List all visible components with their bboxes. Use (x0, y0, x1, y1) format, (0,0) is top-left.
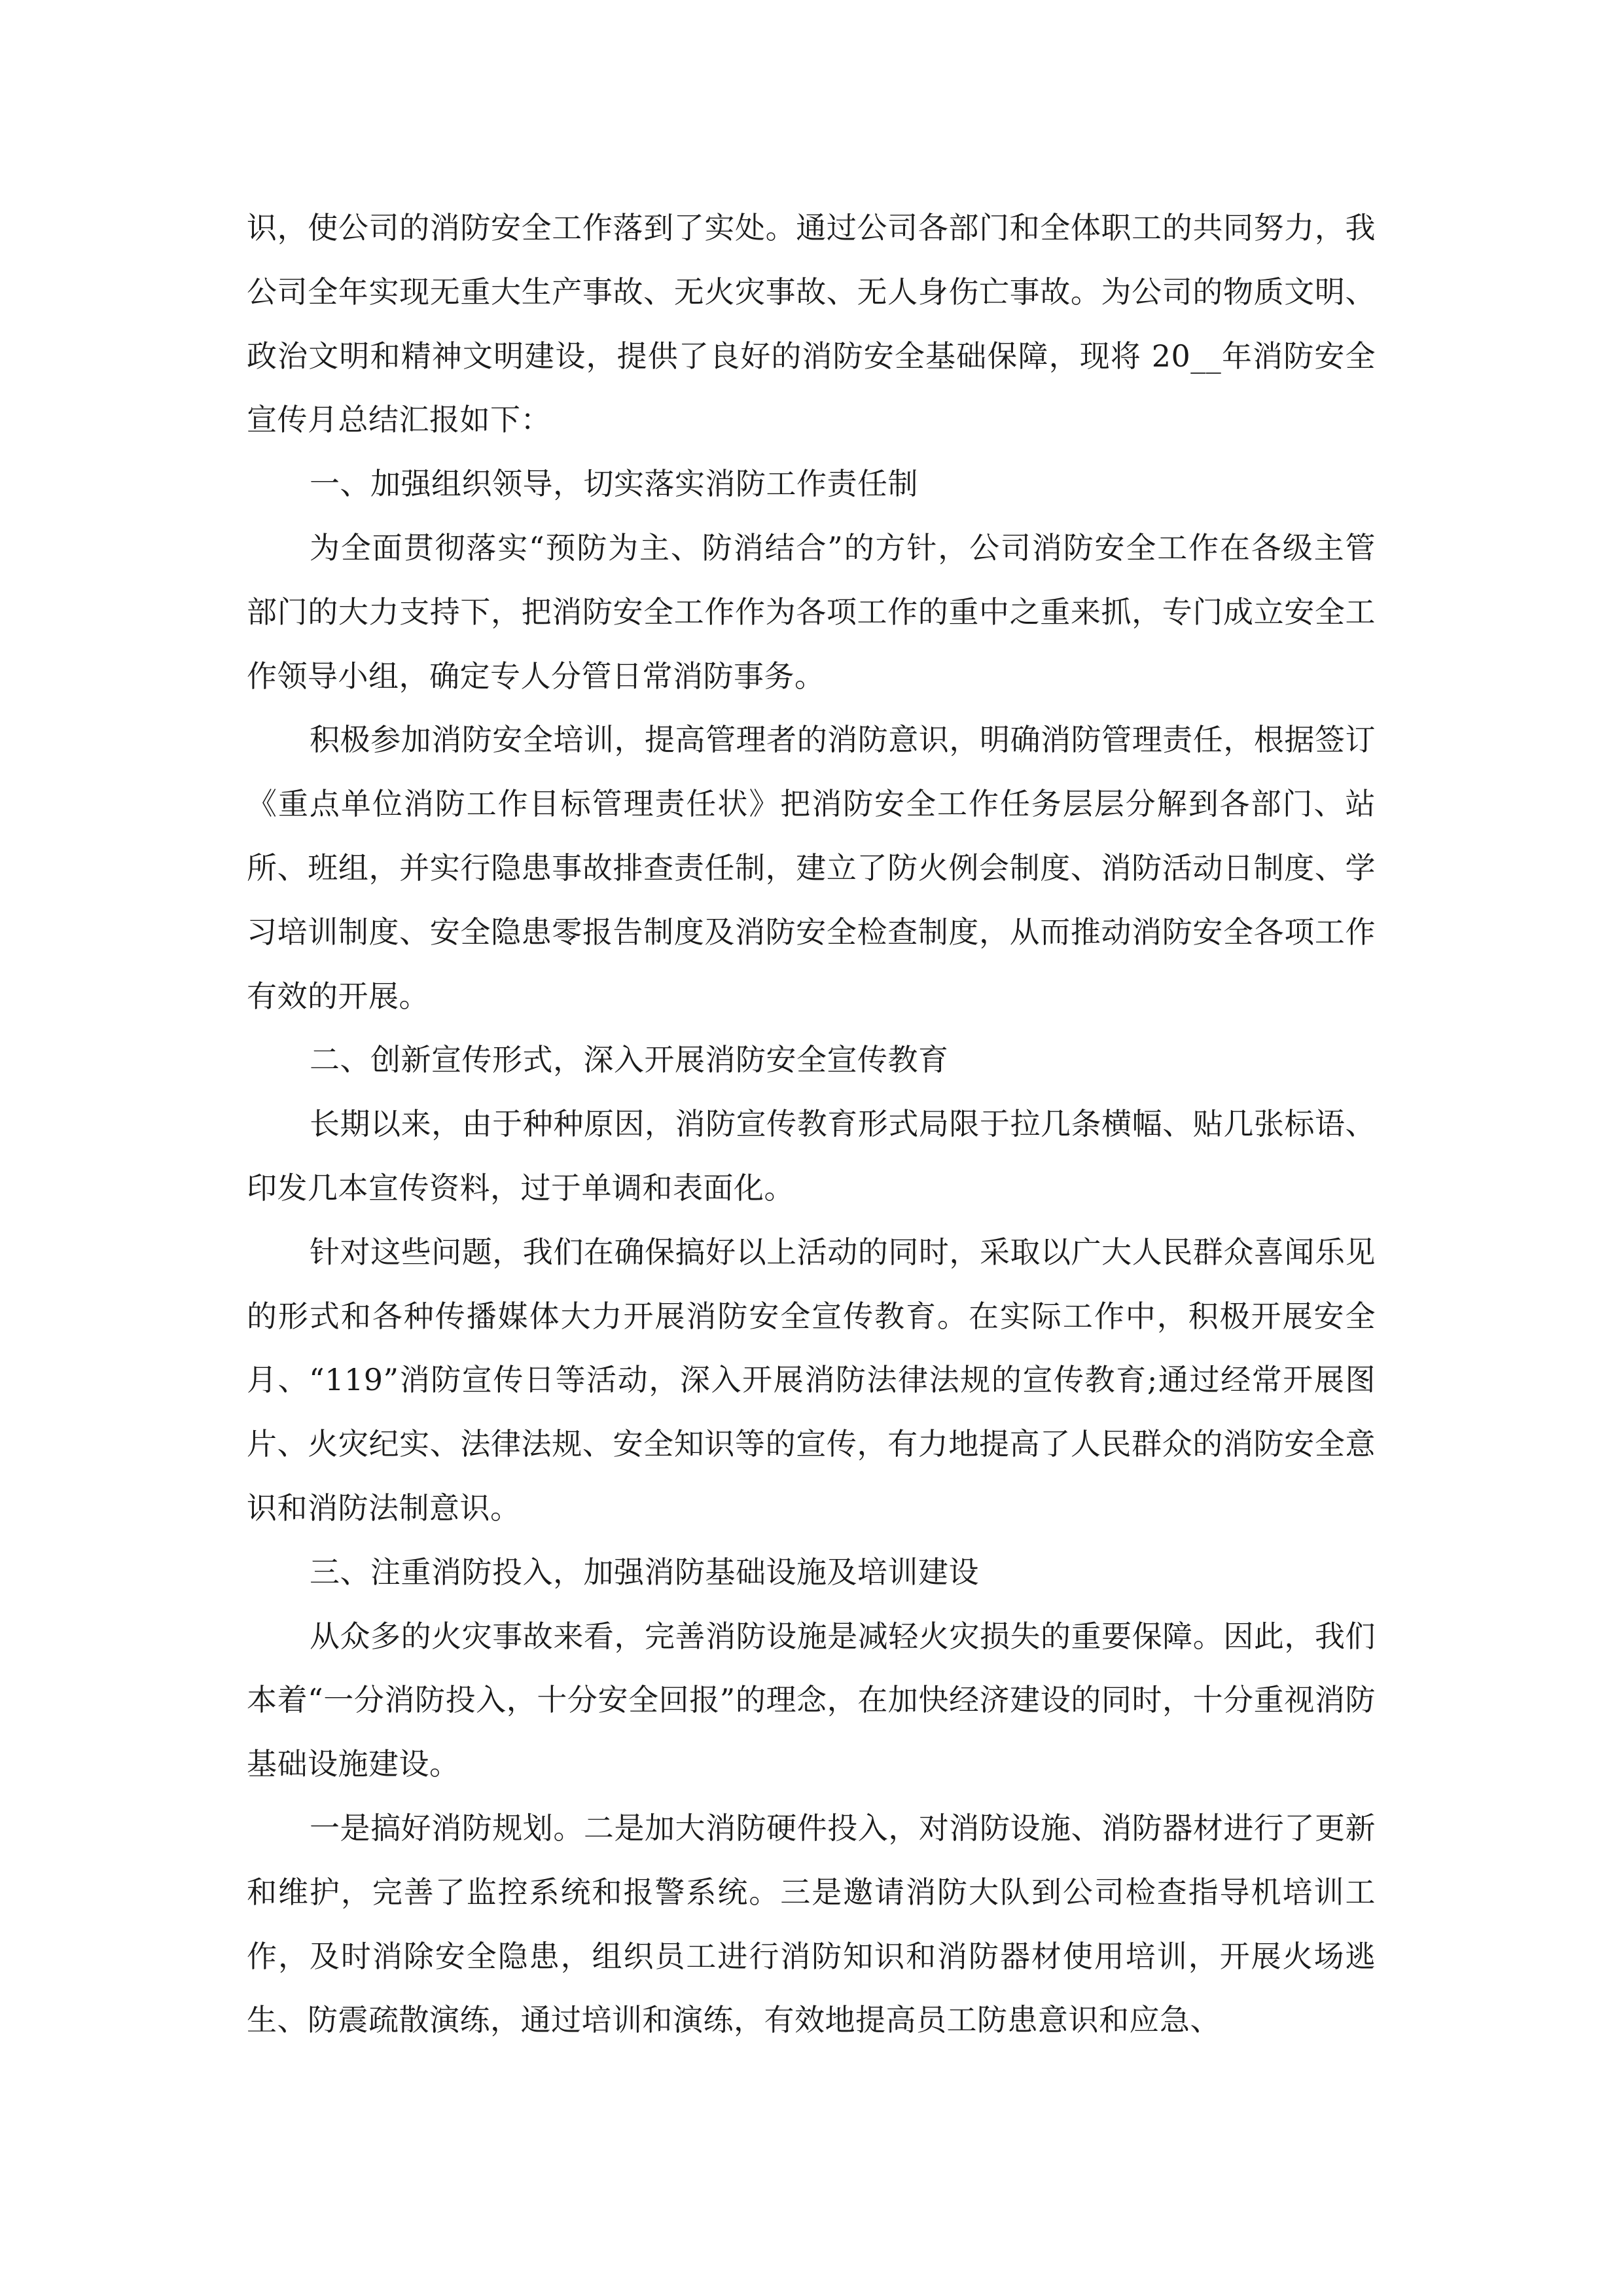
section-heading-1: 一、加强组织领导，切实落实消防工作责任制 (310, 466, 918, 502)
paragraph: 一是搞好消防规划。二是加大消防硬件投入，对消防设施、消防器材进行了更新和维护，完善了监控系统和报警系统。三是邀请消防大队到公司检查指导机培训工作，及时消除安全隐患，组织员工进行消防知识和消防器材使用培训，开展火场逃生、防震疏散演练，通过培训和演练，有效地提高员工防患意识和应急、 (247, 1810, 1376, 2038)
paragraph-continuation: 识，使公司的消防安全工作落到了实处。通过公司各部门和全体职工的共同努力，我公司全年实现无重大生产事故、无火灾事故、无人身伤亡事故。为公司的物质文明、政治文明和精神文明建设，提供了良好的消防安全基础保障，现将 20__年消防安全宣传月总结汇报如下： (247, 210, 1376, 438)
section-heading-2: 二、创新宣传形式，深入开展消防安全宣传教育 (310, 1042, 949, 1078)
paragraph: 针对这些问题，我们在确保搞好以上活动的同时，采取以广大人民群众喜闻乐见的形式和各种传播媒体大力开展消防安全宣传教育。在实际工作中，积极开展安全月、“119”消防宣传日等活动，深入开展消防法律法规的宣传教育;通过经常开展图片、火灾纪实、法律法规、安全知识等的宣传，有力地提高了人民群众的消防安全意识和消防法制意识。 (247, 1234, 1376, 1526)
paragraph: 从众多的火灾事故来看，完善消防设施是减轻火灾损失的重要保障。因此，我们本着“一分消防投入，十分安全回报”的理念，在加快经济建设的同时，十分重视消防基础设施建设。 (247, 1618, 1376, 1782)
paragraph: 为全面贯彻落实“预防为主、防消结合”的方针，公司消防安全工作在各级主管部门的大力支持下，把消防安全工作作为各项工作的重中之重来抓，专门成立安全工作领导小组，确定专人分管日常消防事务。 (247, 529, 1376, 694)
paragraph: 积极参加消防安全培训，提高管理者的消防意识，明确消防管理责任，根据签订《重点单位消防工作目标管理责任状》把消防安全工作任务层层分解到各部门、站所、班组，并实行隐患事故排查责任制，建立了防火例会制度、消防活动日制度、学习培训制度、安全隐患零报告制度及消防安全检查制度，从而推动消防安全各项工作有效的开展。 (247, 722, 1376, 1014)
paragraph: 长期以来，由于种种原因，消防宣传教育形式局限于拉几条横幅、贴几张标语、印发几本宣传资料，过于单调和表面化。 (247, 1106, 1376, 1206)
document-body (247, 196, 1376, 2053)
section-heading-3: 三、注重消防投入，加强消防基础设施及培训建设 (310, 1554, 979, 1590)
